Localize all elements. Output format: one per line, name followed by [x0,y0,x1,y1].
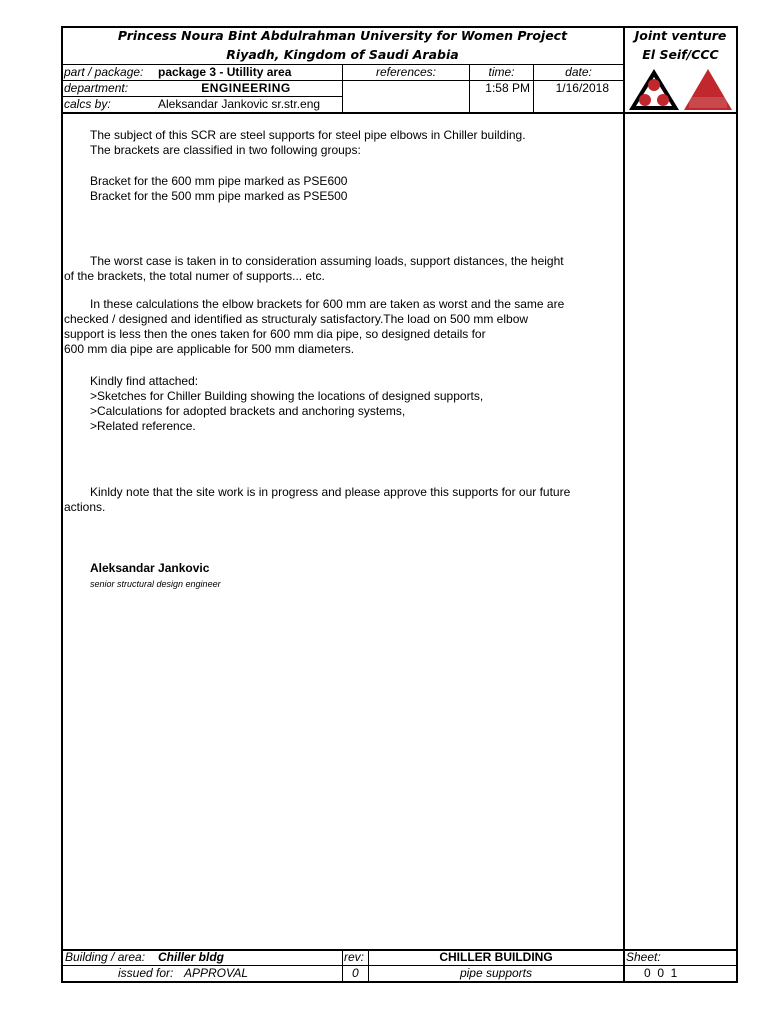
date-value: 1/16/2018 [555,81,609,95]
attachment-item: >Calculations for adopted brackets and anchoring systems, [90,404,406,418]
signature-name: Aleksandar Jankovic [90,561,210,575]
ccc-logo-circle [639,94,651,106]
project-location: Riyadh, Kingdom of Saudi Arabia [226,47,459,62]
text-line: support is less then the ones taken for 600 mm dia pipe, so designed details for [64,327,486,341]
text-line: of the brackets, the total numer of supports... etc. [64,269,325,283]
header-bottom-line [62,112,737,114]
text-line: checked / designed and identified as structuraly satisfactory.The load on 500 mm elbow [64,312,529,326]
bracket-item-pse600: Bracket for the 600 mm pipe marked as PSE600 [90,174,348,188]
ccc-logo [628,68,680,111]
text-line: The worst case is taken in to consideration assuming loads, support distances, the height [90,254,564,268]
elseif-logo-band [689,97,727,108]
ccc-logo-circle [657,94,669,106]
elseif-logo [683,68,733,111]
calcs-label: calcs by: [64,97,111,111]
sheet-number: 0 0 1 [644,966,678,980]
part-value: package 3 - Utillity area [158,65,292,79]
text-line: Kinldy note that the site work is in progress and please approve this supports for our future [90,485,571,499]
attachments-title: Kindly find attached: [90,374,199,388]
attachment-item: >Related reference. [90,419,196,433]
text-line: actions. [64,500,106,514]
intro-paragraph [64,128,610,158]
time-label: time: [488,65,515,79]
sheet-subtitle: pipe supports [459,966,533,980]
ccc-logo-circle [648,79,660,91]
references-label: references: [375,65,437,79]
issued-value: APPROVAL [184,966,249,980]
attachment-item: >Sketches for Chiller Building showing the locations of designed supports, [90,389,484,403]
worst-case-paragraph [64,254,610,284]
issued-label: issued for: [118,966,174,980]
time-value: 1:58 PM [485,81,530,95]
joint-venture-label: Joint venture [634,28,727,43]
building-value: Chiller bldg [158,950,224,964]
date-label: date: [565,65,592,79]
text-line: 600 mm dia pipe are applicable for 500 mm diameters. [64,342,355,356]
footer-col-line [342,949,343,982]
department-value: ENGINEERING [201,81,291,95]
text-line: The brackets are classified in two following groups: [90,143,361,157]
calculation-paragraph [64,297,610,357]
project-title: Princess Noura Bint Abdulrahman University for Women Project [117,28,568,43]
rev-label: rev: [344,950,365,964]
calcs-value: Aleksandar Jankovic sr.str.eng [158,97,321,111]
department-label: department: [64,81,129,95]
building-title: CHILLER BUILDING [439,950,553,964]
building-label: Building / area: [65,950,146,964]
signature-title: senior structural design engineer [90,579,221,589]
part-label: part / package: [64,65,144,79]
sheet-label: Sheet: [626,950,661,964]
approval-paragraph [64,485,610,515]
text-line: The subject of this SCR are steel supports for steel pipe elbows in Chiller building. [90,128,526,142]
bracket-item-pse500: Bracket for the 500 mm pipe marked as PSE500 [90,189,348,203]
text-line: In these calculations the elbow brackets for 600 mm are taken as worst and the same are [90,297,565,311]
bracket-list [64,174,610,204]
attachments-list [64,374,610,434]
joint-venture-partners: El Seif/CCC [642,47,719,62]
right-column-divider [623,27,625,982]
rev-value: 0 [352,966,359,980]
